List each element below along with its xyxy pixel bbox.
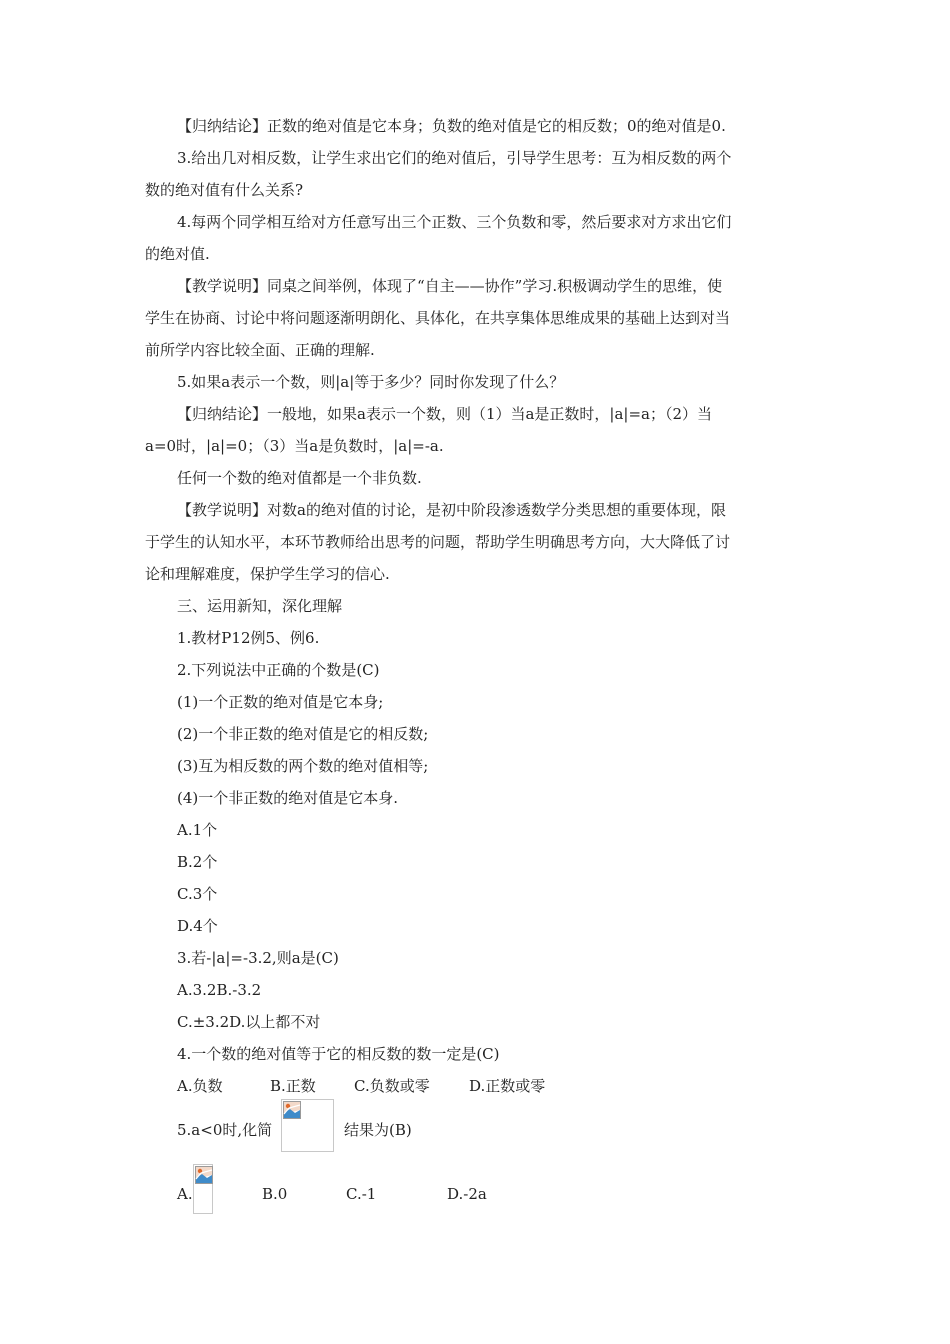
exercise-1: 1.教材P12例5、例6.	[177, 629, 320, 647]
item-5-question: 5.如果a表示一个数，则|a|等于多少？同时你发现了什么？	[177, 373, 565, 391]
non-negative-statement: 任何一个数的绝对值都是一个非负数.	[177, 469, 422, 487]
exercise-4-options	[177, 1076, 545, 1096]
exercise-3-options-cd: C.±3.2D.以上都不对	[177, 1013, 321, 1031]
exercise-5-option-b: B.0	[262, 1185, 288, 1203]
item-3-line-2: 数的绝对值有什么关系?	[145, 181, 304, 199]
broken-image-placeholder-option-a	[193, 1164, 213, 1214]
item-3-line-1: 3.给出几对相反数，让学生求出它们的绝对值后，引导学生思考：互为相反数的两个	[177, 149, 732, 167]
exercise-5-option-c: C.-1	[346, 1185, 377, 1203]
exercise-2-statement-3: (3)互为相反数的两个数的绝对值相等;	[177, 757, 429, 775]
broken-image-placeholder	[281, 1099, 334, 1152]
exercise-3-question: 3.若-|a|=-3.2,则a是(C)	[177, 949, 339, 967]
exercise-5-option-d: D.-2a	[447, 1185, 487, 1203]
exercise-2-statement-2: (2)一个非正数的绝对值是它的相反数;	[177, 725, 429, 743]
teaching-note-1-line-3: 前所学内容比较全面、正确的理解.	[145, 341, 375, 359]
exercise-5-option-a-label: A.	[177, 1185, 193, 1203]
exercise-2-question: 2.下列说法中正确的个数是(C)	[177, 661, 380, 679]
exercise-2-option-d: D.4个	[177, 917, 218, 935]
exercise-5-question-suffix: 结果为(B)	[344, 1121, 412, 1139]
teaching-note-2-line-3: 论和理解难度，保护学生学习的信心.	[145, 565, 390, 583]
exercise-2-option-c: C.3个	[177, 885, 218, 903]
exercise-5-question-prefix: 5.a<0时,化简	[177, 1121, 273, 1139]
exercise-2-statement-4: (4)一个非正数的绝对值是它本身.	[177, 789, 399, 807]
teaching-note-1-line-1: 【教学说明】同桌之间举例，体现了“自主——协作”学习.积极调动学生的思维，使	[177, 277, 723, 295]
exercise-3-options-ab: A.3.2B.-3.2	[177, 981, 262, 999]
section-heading: 三、运用新知，深化理解	[177, 597, 343, 615]
teaching-note-1-line-2: 学生在协商、讨论中将问题逐渐明朗化、具体化，在共享集体思维成果的基础上达到对当	[145, 309, 731, 327]
conclusion-paragraph-2-line-1: 【归纳结论】一般地，如果a表示一个数，则（1）当a是正数时，|a|=a；（2）当	[177, 405, 713, 423]
teaching-note-2-line-1: 【教学说明】对数a的绝对值的讨论，是初中阶段渗透数学分类思想的重要体现，限	[177, 501, 726, 519]
exercise-2-option-b: B.2个	[177, 853, 218, 871]
exercise-4-question: 4.一个数的绝对值等于它的相反数的数一定是(C)	[177, 1045, 500, 1063]
conclusion-paragraph-1: 【归纳结论】正数的绝对值是它本身；负数的绝对值是它的相反数；0的绝对值是0.	[177, 117, 726, 135]
broken-image-icon	[283, 1101, 301, 1119]
exercise-2-statement-1: (1)一个正数的绝对值是它本身;	[177, 693, 384, 711]
teaching-note-2-line-2: 于学生的认知水平，本环节教师给出思考的问题，帮助学生明确思考方向，大大降低了讨	[145, 533, 731, 551]
exercise-2-option-a: A.1个	[177, 821, 218, 839]
conclusion-paragraph-2-line-2: a=0时，|a|=0；（3）当a是负数时，|a|=-a.	[145, 437, 444, 455]
exercise-4-option-c: C.负数或零	[354, 1077, 430, 1095]
broken-image-icon	[195, 1166, 213, 1184]
item-4-line-1: 4.每两个同学相互给对方任意写出三个正数、三个负数和零，然后要求对方求出它们	[177, 213, 732, 231]
exercise-4-option-b: B.正数	[270, 1077, 316, 1095]
item-4-line-2: 的绝对值.	[145, 245, 210, 263]
exercise-4-option-a: A.负数	[177, 1077, 223, 1095]
exercise-4-option-d: D.正数或零	[469, 1077, 546, 1095]
